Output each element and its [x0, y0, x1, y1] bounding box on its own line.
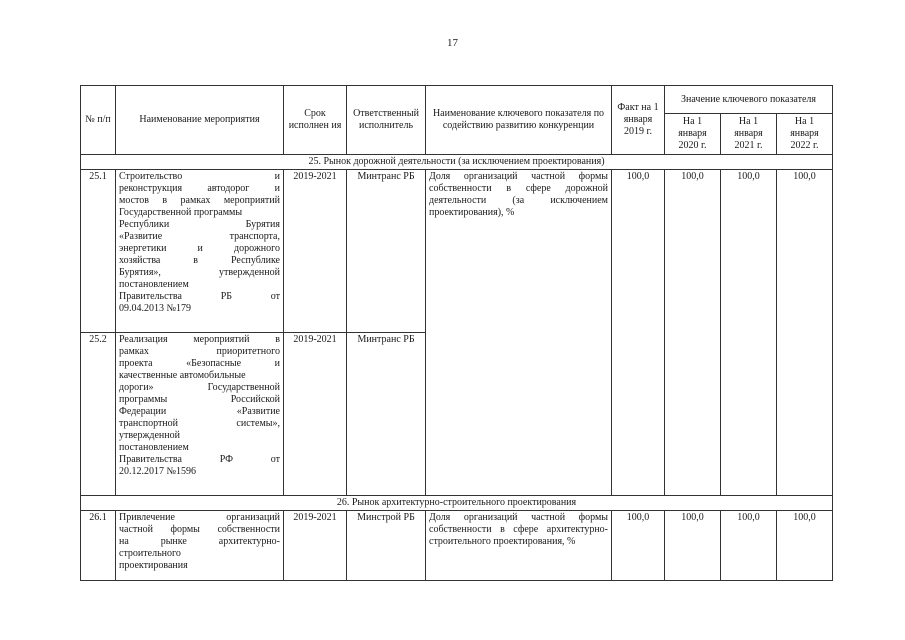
name-line: качественные автомобильные [119, 370, 246, 381]
row-responsible: Минтранс РБ [347, 170, 426, 333]
name-line: Правительства РФ от [119, 454, 280, 465]
name-line: частной формы собственности [119, 524, 280, 535]
header-name: Наименование мероприятия [116, 86, 284, 155]
section-row [81, 496, 833, 511]
header-2021: На 1 января 2021 г. [721, 114, 777, 155]
row-name [116, 511, 284, 581]
row-value-2022: 100,0 [777, 170, 833, 333]
row-fact-empty [612, 333, 665, 496]
name-line: Государственной программы [119, 207, 243, 218]
name-line: реконструкция автодорог и [119, 183, 280, 194]
header-responsible: Ответственный исполнитель [347, 86, 426, 155]
page-number: 17 [447, 37, 458, 49]
section-row [81, 155, 833, 170]
row-fact: 100,0 [612, 511, 665, 581]
row-num: 25.1 [81, 170, 116, 333]
table-row [81, 511, 833, 581]
name-line: энергетики и дорожного [119, 243, 280, 254]
section-title: 25. Рынок дорожной деятельности (за исключением проектирования) [81, 155, 833, 170]
header-indicator: Наименование ключевого показателя по содействию развитию конкуренции [426, 86, 612, 155]
row-num: 26.1 [81, 511, 116, 581]
row-value-empty [777, 333, 833, 496]
name-line: хозяйства в Республике [119, 255, 280, 266]
row-indicator: Доля организаций частной формы собственности в сфере архитектурно-строительного проектирования, % [426, 511, 612, 581]
row-value-2021: 100,0 [721, 170, 777, 333]
row-term: 2019-2021 [284, 170, 347, 333]
measures-table [80, 85, 833, 581]
header-num: № п/п [81, 86, 116, 155]
row-fact: 100,0 [612, 170, 665, 333]
name-line: строительного [119, 548, 181, 559]
name-line: транспортной системы», [119, 418, 280, 429]
row-responsible: Минтранс РБ [347, 333, 426, 496]
name-line: Бурятия», утвержденной [119, 267, 280, 278]
header-2022: На 1 января 2022 г. [777, 114, 833, 155]
row-value-2022: 100,0 [777, 511, 833, 581]
name-line: проектирования [119, 560, 188, 571]
row-value-empty [665, 333, 721, 496]
name-line: на рынке архитектурно- [119, 536, 280, 547]
row-num: 25.2 [81, 333, 116, 496]
header-fact: Факт на 1 января 2019 г. [612, 86, 665, 155]
header-key-value: Значение ключевого показателя [665, 86, 833, 114]
row-value-2020: 100,0 [665, 170, 721, 333]
header-2020: На 1 января 2020 г. [665, 114, 721, 155]
row-indicator: Доля организаций частной формы собственности в сфере дорожной деятельности (за исключением проектирования), % [426, 170, 612, 333]
name-line: постановлением [119, 442, 189, 453]
name-line: дороги» Государственной [119, 382, 280, 393]
name-line: мостов в рамках мероприятий [119, 195, 280, 206]
row-term: 2019-2021 [284, 333, 347, 496]
row-value-2020: 100,0 [665, 511, 721, 581]
name-line: «Развитие транспорта, [119, 231, 280, 242]
row-indicator-empty [426, 333, 612, 496]
name-line: 20.12.2017 №1596 [119, 466, 197, 477]
name-line: Республики Бурятия [119, 219, 280, 230]
row-name [116, 170, 284, 333]
name-line: Строительство и [119, 171, 280, 182]
name-line: Привлечение организаций [119, 512, 280, 523]
table-row [81, 170, 833, 333]
name-line: 09.04.2013 №179 [119, 303, 192, 314]
row-term: 2019-2021 [284, 511, 347, 581]
row-value-2021: 100,0 [721, 511, 777, 581]
name-line: утвержденной [119, 430, 180, 441]
row-value-empty [721, 333, 777, 496]
row-responsible: Минстрой РБ [347, 511, 426, 581]
name-line: программы Российской [119, 394, 280, 405]
name-line: рамках приоритетного [119, 346, 280, 357]
table-row [81, 333, 833, 496]
name-line: постановлением [119, 279, 189, 290]
name-line: проекта «Безопасные и [119, 358, 280, 369]
row-name [116, 333, 284, 496]
name-line: Федерации «Развитие [119, 406, 280, 417]
name-line: Правительства РБ от [119, 291, 280, 302]
name-line: Реализация мероприятий в [119, 334, 280, 345]
section-title: 26. Рынок архитектурно-строительного проектирования [81, 496, 833, 511]
header-term: Срок исполнен ия [284, 86, 347, 155]
